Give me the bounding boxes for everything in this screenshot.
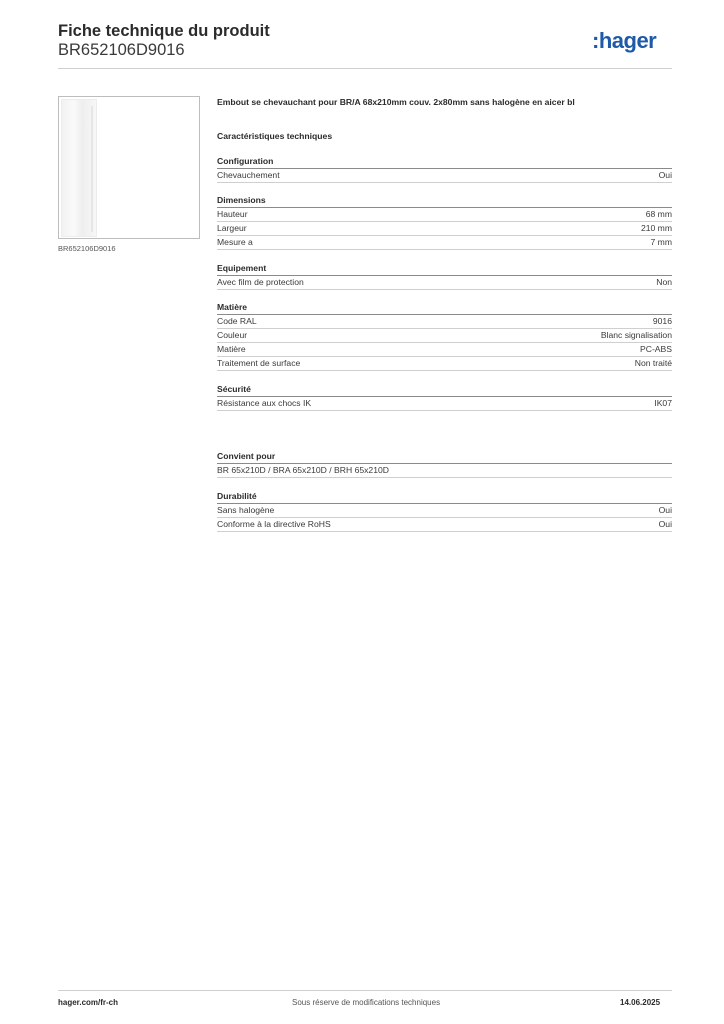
spec-value: Non bbox=[656, 277, 672, 287]
footer-divider bbox=[58, 990, 672, 991]
product-seam bbox=[91, 106, 93, 232]
section-title: Dimensions bbox=[217, 194, 672, 208]
spec-label: Matière bbox=[217, 344, 246, 354]
spec-row bbox=[217, 276, 672, 290]
spec-value: Oui bbox=[658, 505, 672, 515]
spec-label: Résistance aux chocs IK bbox=[217, 398, 312, 408]
tech-heading: Caractéristiques techniques bbox=[217, 131, 333, 141]
spec-row bbox=[217, 208, 672, 222]
spec-value: 9016 bbox=[652, 316, 672, 326]
product-image-caption: BR652106D9016 bbox=[58, 244, 116, 253]
section-title: Durabilité bbox=[217, 490, 672, 504]
spec-row bbox=[217, 357, 672, 371]
section-title: Matière bbox=[217, 301, 672, 315]
spec-row bbox=[217, 236, 672, 250]
spec-label: Code RAL bbox=[217, 316, 257, 326]
spec-value: 210 mm bbox=[640, 223, 672, 233]
spec-label: Hauteur bbox=[217, 209, 248, 219]
section-matiere bbox=[217, 301, 672, 371]
hager-logo bbox=[592, 26, 656, 56]
section-durabilite bbox=[217, 490, 672, 532]
section-title: Sécurité bbox=[217, 383, 672, 397]
spec-row bbox=[217, 169, 672, 183]
spec-value: Oui bbox=[658, 170, 672, 180]
spec-value: 7 mm bbox=[650, 237, 672, 247]
spec-row bbox=[217, 504, 672, 518]
spec-value: Oui bbox=[658, 519, 672, 529]
spec-row bbox=[217, 222, 672, 236]
section-equipement bbox=[217, 262, 672, 290]
spec-row bbox=[217, 464, 672, 478]
spec-label: BR 65x210D / BRA 65x210D / BRH 65x210D bbox=[217, 465, 389, 475]
section-convient-pour bbox=[217, 450, 672, 478]
spec-row bbox=[217, 315, 672, 329]
header-divider bbox=[58, 68, 672, 69]
section-title: Equipement bbox=[217, 262, 672, 276]
spec-label: Sans halogène bbox=[217, 505, 275, 515]
section-configuration bbox=[217, 155, 672, 183]
section-title: Configuration bbox=[217, 155, 672, 169]
spec-value: 68 mm bbox=[645, 209, 672, 219]
section-dimensions bbox=[217, 194, 672, 250]
spec-value: Blanc signalisation bbox=[600, 330, 672, 340]
section-title: Convient pour bbox=[217, 450, 672, 464]
spec-value: Non traité bbox=[634, 358, 672, 368]
page-title: Fiche technique du produit bbox=[58, 22, 270, 40]
spec-row bbox=[217, 343, 672, 357]
spec-value: IK07 bbox=[654, 398, 672, 408]
spec-value: PC-ABS bbox=[640, 344, 672, 354]
spec-label: Chevauchement bbox=[217, 170, 280, 180]
spec-row bbox=[217, 518, 672, 532]
spec-label: Traitement de surface bbox=[217, 358, 301, 368]
spec-label: Mesure a bbox=[217, 237, 253, 247]
spec-row bbox=[217, 329, 672, 343]
product-description: Embout se chevauchant pour BR/A 68x210mm couv. 2x80mm sans halogène en aicer bl bbox=[217, 97, 575, 107]
section-securite bbox=[217, 383, 672, 411]
spec-row bbox=[217, 397, 672, 411]
spec-label: Couleur bbox=[217, 330, 248, 340]
footer-notice: Sous réserve de modifications techniques bbox=[292, 998, 441, 1007]
spec-label: Largeur bbox=[217, 223, 247, 233]
footer-website-link[interactable]: hager.com/fr-ch bbox=[58, 998, 119, 1007]
logo-text: :hager bbox=[592, 28, 657, 53]
product-reference: BR652106D9016 bbox=[58, 41, 185, 59]
spec-label: Avec film de protection bbox=[217, 277, 304, 287]
product-image bbox=[61, 99, 97, 237]
footer-date: 14.06.2025 bbox=[620, 998, 661, 1007]
spec-label: Conforme à la directive RoHS bbox=[217, 519, 331, 529]
